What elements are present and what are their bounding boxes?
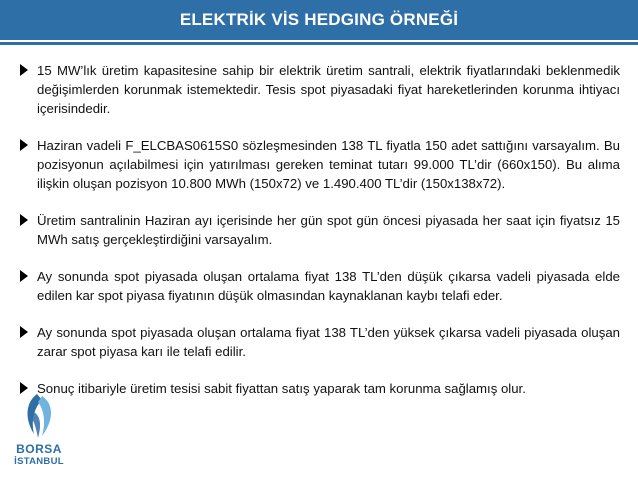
title-bar: [0, 0, 638, 40]
header-divider: [0, 42, 638, 45]
bullet-text: Üretim santralinin Haziran ayı içerisinde her gün spot gün öncesi piyasada her saat için fiyatsız 15 MWh satış gerçekleştirdiğini varsayalım.: [37, 213, 620, 247]
bullet-list: [20, 61, 620, 416]
bullet-text: Sonuç itibariyle üretim tesisi sabit fiyattan satış yaparak tam korunma sağlamış olur.: [37, 381, 526, 396]
page-title: ELEKTRİK VİS HEDGING ÖRNEĞİ: [179, 10, 459, 29]
bullet-item: [20, 379, 620, 398]
bullet-text: 15 MW’lık üretim kapasitesine sahip bir elektrik üretim santrali, elektrik fiyatlarındaki beklenmedik değişimlerden korunmak istemektedir. Tesis spot piyasadaki fiyat hareketlerinden korunma ihtiyacı içerisindedir.: [37, 63, 620, 116]
arrow-bullet-icon: [20, 326, 28, 338]
arrow-bullet-icon: [20, 139, 28, 151]
borsa-istanbul-logo: [4, 390, 74, 475]
bullet-item: [20, 267, 620, 305]
logo-word-istanbul: İSTANBUL: [14, 456, 64, 467]
arrow-bullet-icon: [20, 270, 28, 282]
bullet-item: [20, 323, 620, 361]
bullet-item: [20, 211, 620, 249]
arrow-bullet-icon: [20, 214, 28, 226]
bullet-text: Ay sonunda spot piyasada oluşan ortalama fiyat 138 TL’den düşük çıkarsa vadeli piyasada elde edilen kar spot piyasa fiyatının düşük olmasından kaynaklanan kaybı telafi eder.: [37, 269, 620, 303]
bullet-text: Haziran vadeli F_ELCBAS0615S0 sözleşmesinden 138 TL fiyatla 150 adet sattığını varsayalım. Bu pozisyonun açılabilmesi için yatırılması gereken teminat tutarı 99.000 TL’dir (660x150). Bu alıma ilişkin oluşan pozisyon 10.800 MWh (150x72) ve 1.490.400 TL’dir (150x138x72).: [37, 138, 620, 191]
tulip-logo-icon: [4, 390, 74, 442]
arrow-bullet-icon: [20, 64, 28, 76]
bullet-item: [20, 61, 620, 118]
bullet-item: [20, 136, 620, 193]
bullet-text: Ay sonunda spot piyasada oluşan ortalama fiyat 138 TL’den yüksek çıkarsa vadeli piyasada oluşan zarar spot piyasa karı ile telafi edilir.: [37, 325, 620, 359]
logo-word-borsa: BORSA: [16, 442, 62, 456]
